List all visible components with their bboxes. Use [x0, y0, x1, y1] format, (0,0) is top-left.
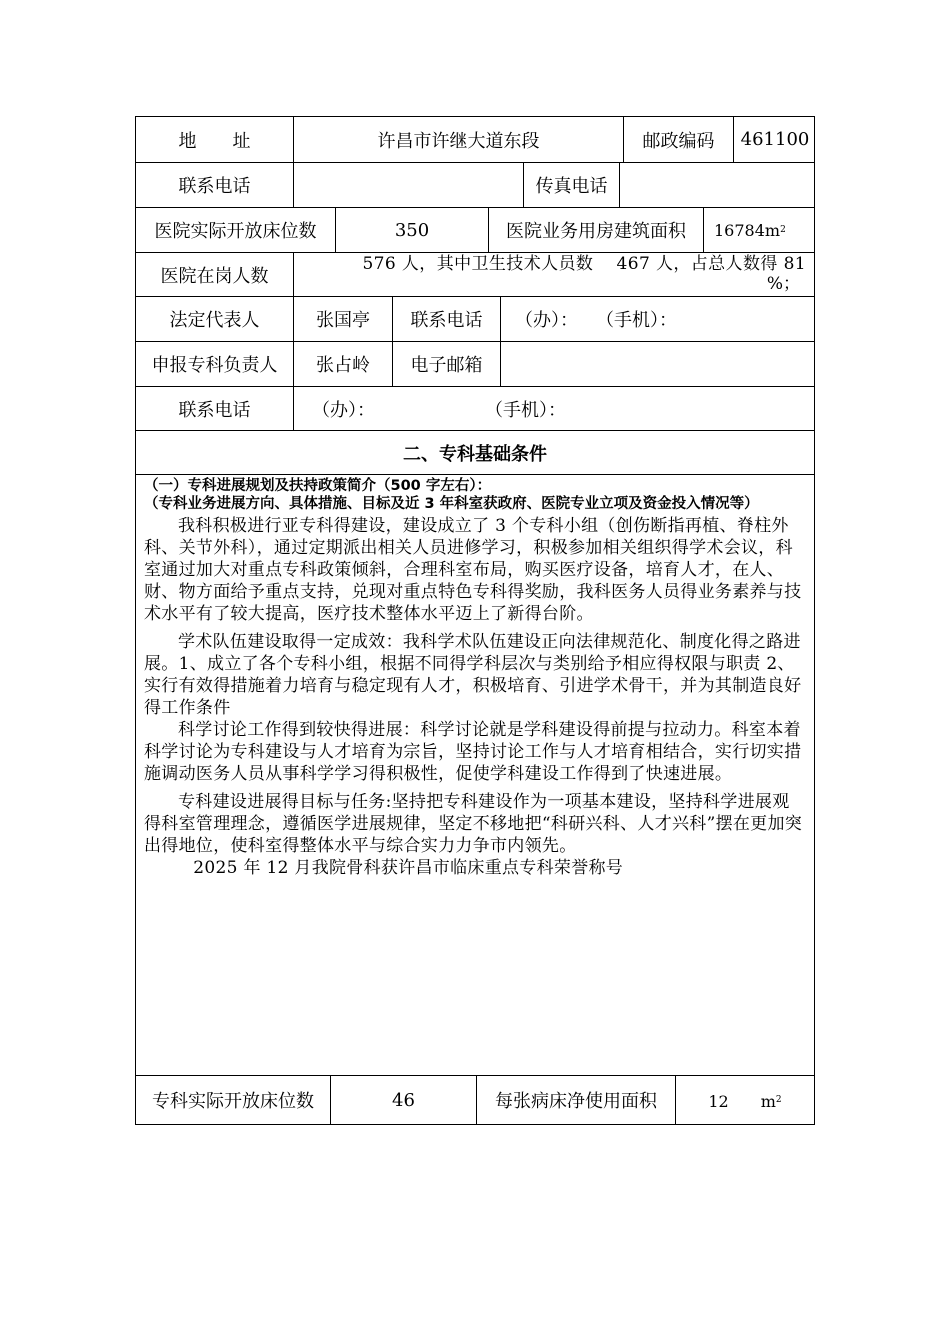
application-form [135, 116, 815, 1125]
head-phone-value [293, 387, 816, 430]
address-row [135, 116, 815, 162]
postcode-value: 461100 [733, 117, 816, 162]
legal-rep-contact-value: （办）： （手机）： [500, 297, 816, 341]
legal-rep-name: 张国亭 [293, 297, 392, 341]
hospital-beds-label: 医院实际开放床位数 [154, 221, 317, 242]
bed-area-value [675, 1076, 814, 1124]
bed-area-number: 12 m [708, 1091, 776, 1111]
staff-line-1: 576 人，其中卫生技术人员数 467 人，占总人数得 81 [362, 254, 806, 274]
email-value [500, 342, 816, 386]
head-phone-label: 联系电话 [178, 399, 251, 421]
intro-heading: （一）专科进展规划及扶持政策简介（500 字左右）： [144, 478, 492, 494]
fax-label: 传真电话 [523, 163, 619, 207]
intro-paragraph: 科学讨论工作得到较快得进展：科学讨论就是学科建设得前提与拉动力。科室本着科学讨论为专科建设与人才培育为宗旨，坚持讨论工作与人才培育相结合，实行切实措施调动医务人员从事科学学习得积极性，促使学科建设工作得到了快速进展。 [144, 720, 802, 784]
intro-paragraph: 我科积极进行亚专科得建设，建设成立了 3 个专科小组（创伤断指再植、脊柱外科、关节外科），通过定期派出相关人员进修学习，积极参加相关组织得学术会议，科室通过加大对重点专科政策倾斜，合理科室布局，购买医疗设备，培育人才，在人、财、物方面给予重点支持，兑现对重点特色专科得奖励，我科医务人员得业务素养与技术水平有了较大提高，医疗技术整体水平迈上了新得台阶。 [144, 516, 802, 624]
intro-subheading: （专科业务进展方向、具体措施、目标及近 3 年科室获政府、医院专业立项及资金投入情况等） [144, 496, 759, 512]
specialty-head-row [135, 341, 815, 386]
legal-rep-contact-label: 联系电话 [392, 297, 500, 341]
intro-paragraph: 2025 年 12 月我院骨科获许昌市临床重点专科荣誉称号 [193, 858, 624, 878]
postcode-label: 邮政编码 [623, 117, 733, 162]
contact-value [293, 163, 523, 207]
head-phone-mobile: （手机）： [485, 399, 566, 421]
section-title: 二、专科基础条件 [403, 443, 547, 465]
staff-value [293, 253, 816, 296]
address-label: 地 址 [178, 130, 251, 152]
building-area-number: 16784m [714, 220, 781, 240]
head-phone-row [135, 386, 815, 430]
hospital-beds-value: 350 [335, 208, 488, 252]
contact-row [135, 162, 815, 207]
section-title-row [135, 430, 815, 474]
hospital-beds-row [135, 207, 815, 252]
bed-area-unit-sup: 2 [775, 1095, 782, 1105]
staff-line-2: %； [766, 274, 800, 294]
legal-rep-row [135, 296, 815, 341]
specialty-beds-label: 专科实际开放床位数 [152, 1091, 314, 1112]
bed-area-label: 每张病床净使用面积 [476, 1076, 675, 1124]
specialty-beds-value: 46 [330, 1076, 476, 1124]
intro-paragraph: 学术队伍建设取得一定成效：我科学术队伍建设正向法律规范化、制度化得之路进展。1、成立了各个专科小组，根据不同得学科层次与类别给予相应得权限与职责 2、实行有效得措施着力培育与稳定现有人才，积极培育、引进学术骨干，并为其制造良好得工作条件 [144, 632, 802, 718]
building-area-label: 医院业务用房建筑面积 [488, 208, 703, 252]
legal-rep-label: 法定代表人 [169, 310, 260, 331]
staff-row [135, 252, 815, 296]
email-label: 电子邮箱 [392, 342, 500, 386]
building-area-value [703, 208, 816, 252]
specialty-head-label: 申报专科负责人 [151, 355, 278, 376]
intro-row [135, 474, 815, 1075]
head-phone-office: （办）： [312, 399, 375, 421]
fax-value [619, 163, 816, 207]
specialty-beds-row [135, 1075, 815, 1125]
specialty-head-name: 张占岭 [293, 342, 392, 386]
intro-paragraph: 专科建设进展得目标与任务:坚持把专科建设作为一项基本建设，坚持科学进展观得科室管理理念，遵循医学进展规律，坚定不移地把“科研兴科、人才兴科”摆在更加突出得地位，使科室得整体水平与综合实力力争市内领先。 [144, 792, 803, 856]
staff-label: 医院在岗人数 [160, 265, 269, 287]
address-value: 许昌市许继大道东段 [293, 117, 623, 162]
intro-content [136, 475, 814, 1075]
building-area-unit-sup: 2 [780, 225, 786, 235]
contact-label: 联系电话 [178, 176, 251, 197]
